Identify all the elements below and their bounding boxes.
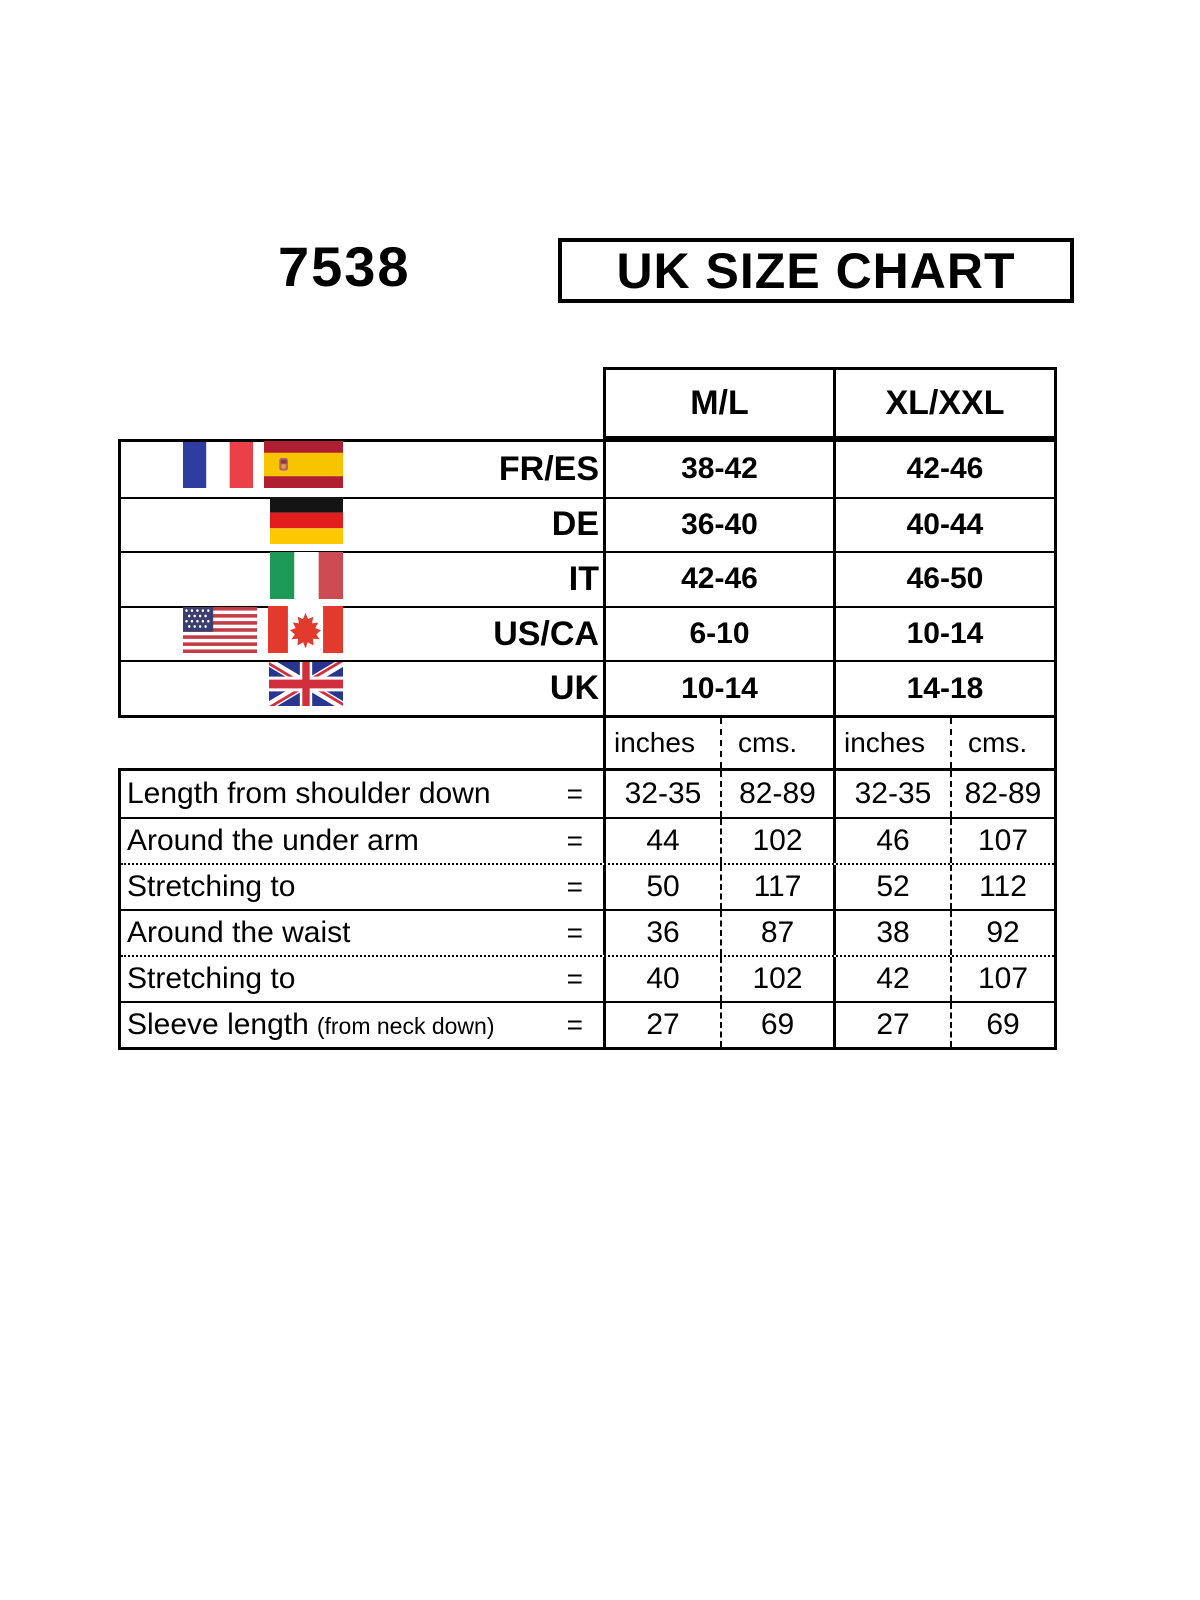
value-ml-cms: 102 [720, 819, 833, 863]
size-value-xlxxl: 40-44 [833, 499, 1054, 552]
equals-sign: = [566, 871, 583, 902]
measurement-row-waist [121, 909, 1054, 955]
column-header-ml: M/L [690, 383, 749, 422]
size-value-xlxxl: 42-46 [833, 442, 1054, 497]
flag-usa-icon [183, 607, 257, 662]
equals-sign: = [566, 917, 583, 948]
value-ml-cms: 102 [720, 957, 833, 1001]
size-value-ml: 10-14 [603, 662, 833, 715]
page-title: UK SIZE CHART [616, 242, 1016, 299]
region-label: US/CA [493, 614, 599, 653]
value-ml-inches: 32-35 [603, 771, 720, 817]
region-label: UK [549, 669, 599, 708]
value-xl-inches: 27 [833, 1003, 950, 1047]
value-ml-cms: 82-89 [720, 771, 833, 817]
size-value-xlxxl: 10-14 [833, 608, 1054, 661]
value-ml-inches: 36 [603, 911, 720, 955]
value-xl-cms: 107 [950, 819, 1054, 863]
flag-germany-icon [270, 497, 343, 553]
region-label: FR/ES [498, 449, 599, 488]
table-row-fr-es [121, 442, 1054, 497]
measurement-label-cell [121, 865, 603, 909]
region-size-table [118, 439, 1057, 718]
value-ml-cms: 69 [720, 1003, 833, 1047]
flag-group [121, 553, 343, 606]
table-row-it [121, 551, 1054, 606]
equals-sign: = [566, 825, 583, 856]
units-ml-inches: inches [614, 727, 695, 758]
size-value-ml: 6-10 [603, 608, 833, 661]
product-code: 7538 [278, 235, 411, 298]
region-cell [121, 442, 603, 497]
region-cell [121, 662, 603, 715]
spain-crest [279, 458, 288, 471]
measurement-row-waist-stretch [121, 955, 1054, 1001]
measurement-label-cell [121, 771, 603, 817]
measurement-label-text: Sleeve length [127, 1008, 309, 1041]
flag-group [121, 442, 343, 497]
value-ml-inches: 44 [603, 819, 720, 863]
value-ml-cms: 117 [720, 865, 833, 909]
value-xl-cms: 107 [950, 957, 1054, 1001]
region-label: IT [568, 559, 599, 598]
measurement-label-cell [121, 819, 603, 863]
table-row-uk [121, 660, 1054, 715]
value-xl-inches: 32-35 [833, 771, 950, 817]
equals-sign: = [566, 1009, 583, 1040]
size-value-ml: 38-42 [603, 442, 833, 497]
units-xl-inches: inches [833, 718, 950, 768]
flag-france-icon [183, 442, 253, 497]
value-xl-cms: 92 [950, 911, 1054, 955]
value-xl-inches: 38 [833, 911, 950, 955]
measurements-table [118, 768, 1057, 1050]
region-cell [121, 499, 603, 552]
units-xl-cms: cms. [950, 718, 1054, 768]
flag-group [121, 499, 343, 552]
units-ml-cms: cms. [720, 718, 833, 768]
flag-spain-icon [264, 441, 343, 497]
flag-canada-icon [268, 606, 343, 662]
measurement-row-length [121, 771, 1054, 817]
measurement-label: Stretching to [127, 870, 296, 903]
value-xl-inches: 42 [833, 957, 950, 1001]
region-label: DE [551, 505, 599, 544]
value-xl-inches: 46 [833, 819, 950, 863]
measurement-row-sleeve [121, 1001, 1054, 1047]
measurement-label: Around the waist [127, 916, 351, 949]
value-xl-inches: 52 [833, 865, 950, 909]
units-header-row [603, 718, 1057, 768]
measurement-row-underarm [121, 817, 1054, 863]
measurement-label-cell [121, 1003, 603, 1047]
table-row-us-ca [121, 606, 1054, 661]
measurement-label: Length from shoulder down [127, 777, 491, 810]
equals-sign: = [566, 778, 583, 809]
column-header-xlxxl: XL/XXL [833, 370, 1054, 436]
flag-italy-icon [270, 552, 343, 608]
flag-group [121, 608, 343, 661]
measurement-row-underarm-stretch [121, 863, 1054, 909]
value-xl-cms: 69 [950, 1003, 1054, 1047]
measurement-label-cell [121, 911, 603, 955]
value-ml-inches: 27 [603, 1003, 720, 1047]
measurement-label-note: (from neck down) [316, 1013, 495, 1039]
flag-united-kingdom-icon [269, 662, 343, 715]
size-value-ml: 36-40 [603, 499, 833, 552]
region-cell [121, 553, 603, 606]
size-value-ml: 42-46 [603, 553, 833, 606]
value-ml-inches: 50 [603, 865, 720, 909]
value-xl-cms: 82-89 [950, 771, 1054, 817]
size-value-xlxxl: 14-18 [833, 662, 1054, 715]
size-columns-header [603, 367, 1057, 439]
title-box [558, 238, 1074, 303]
measurement-label-cell [121, 957, 603, 1001]
region-cell [121, 608, 603, 661]
equals-sign: = [566, 963, 583, 994]
flag-group [121, 662, 343, 715]
value-ml-cms: 87 [720, 911, 833, 955]
measurement-label: Stretching to [127, 962, 296, 995]
value-ml-inches: 40 [603, 957, 720, 1001]
measurement-label [127, 1008, 494, 1042]
table-row-de [121, 497, 1054, 552]
size-value-xlxxl: 46-50 [833, 553, 1054, 606]
value-xl-cms: 112 [950, 865, 1054, 909]
measurement-label: Around the under arm [127, 824, 419, 857]
